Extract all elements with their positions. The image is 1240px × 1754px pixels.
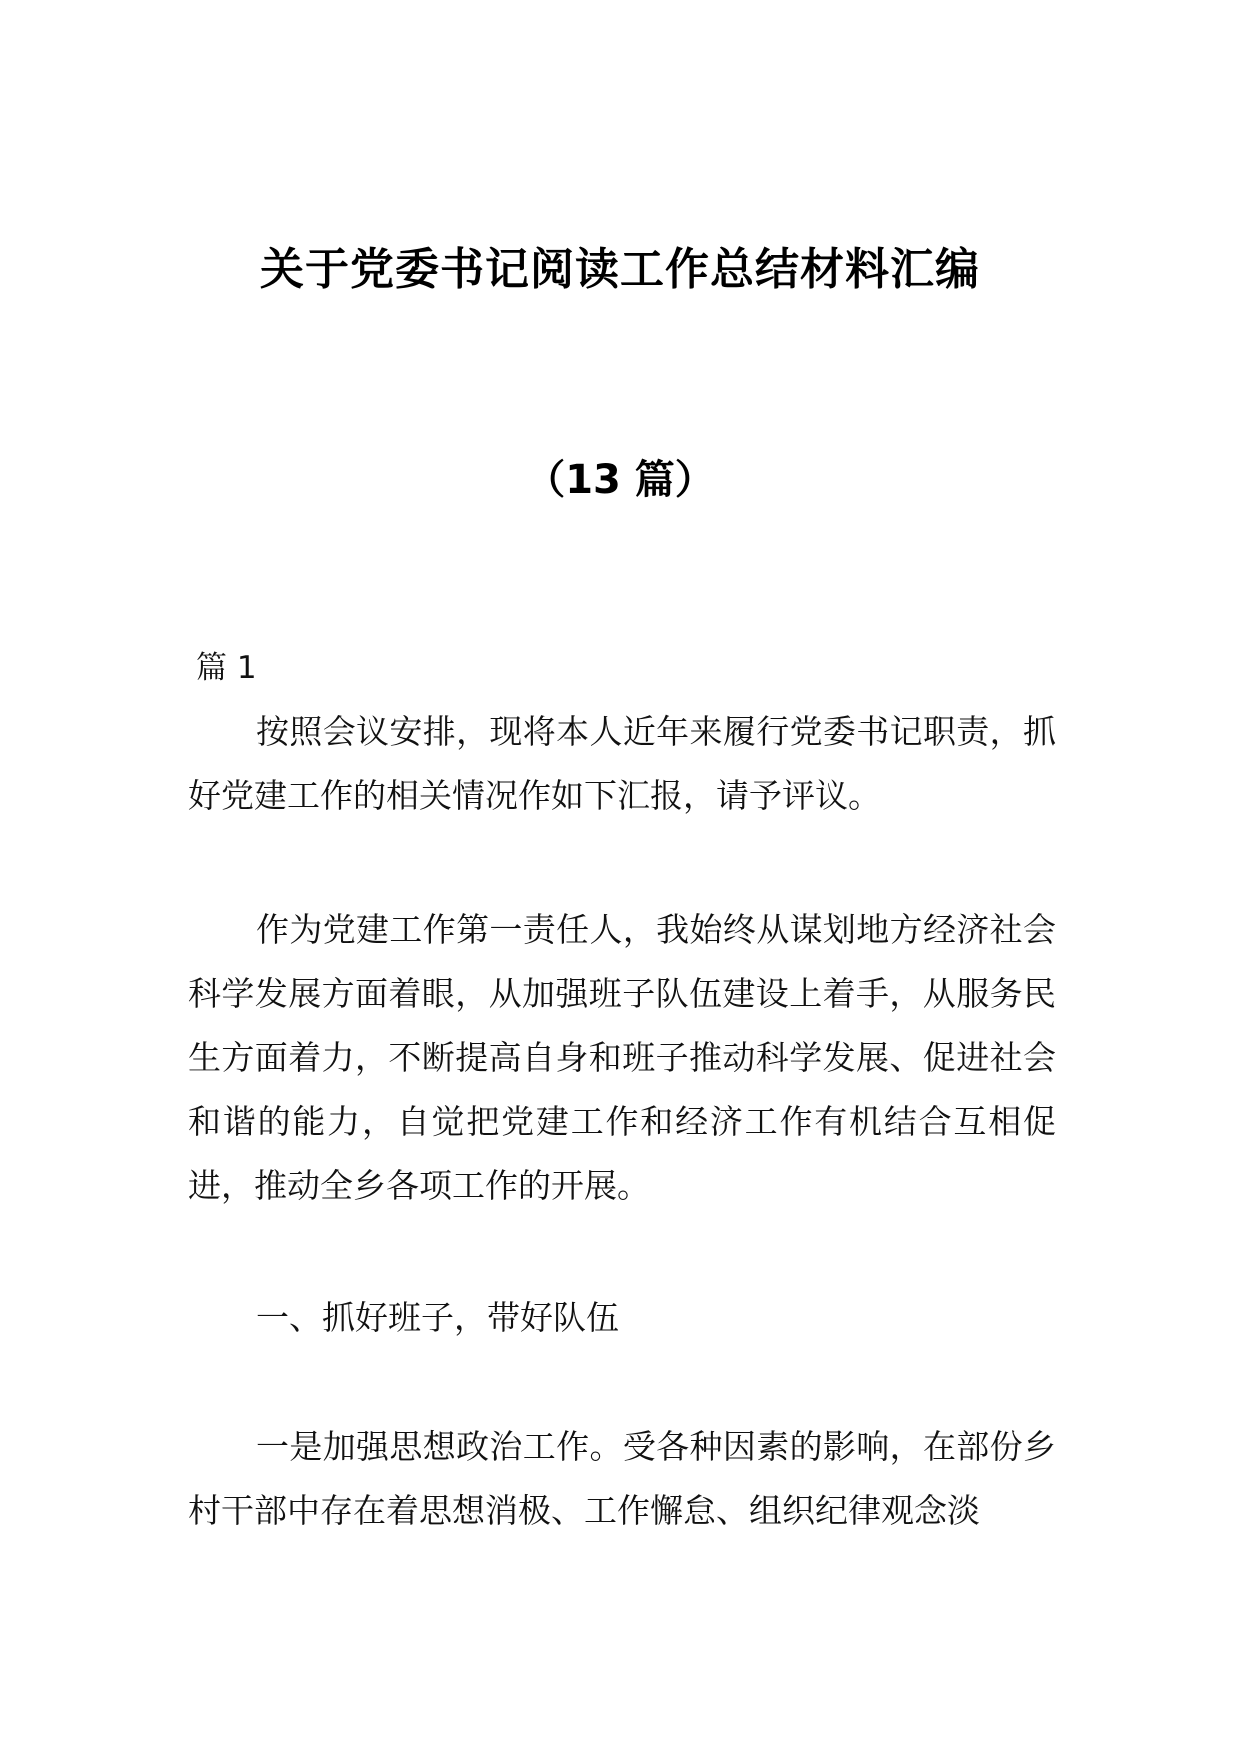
paragraph-political-work: 一是加强思想政治工作。受各种因素的影响，在部份乡村干部中存在着思想消极、工作懈怠、组织纪律观念淡 [188,1427,1056,1530]
document-title: 关于党委书记阅读工作总结材料汇编 [260,244,980,295]
section-label: 篇 1 [196,650,257,686]
section-heading: 一、抓好班子，带好队伍 [256,1298,619,1337]
paragraph-responsibility: 作为党建工作第一责任人，我始终从谋划地方经济社会科学发展方面着眼，从加强班子队伍建设上着手，从服务民生方面着力，不断提高自身和班子推动科学发展、促进社会和谐的能力，自觉把党建工作和经济工作有机结合互相促进，推动全乡各项工作的开展。 [188,910,1056,1205]
document-subtitle: （13 篇） [525,457,715,503]
paragraph-intro: 按照会议安排，现将本人近年来履行党委书记职责，抓好党建工作的相关情况作如下汇报，请予评议。 [188,712,1056,815]
